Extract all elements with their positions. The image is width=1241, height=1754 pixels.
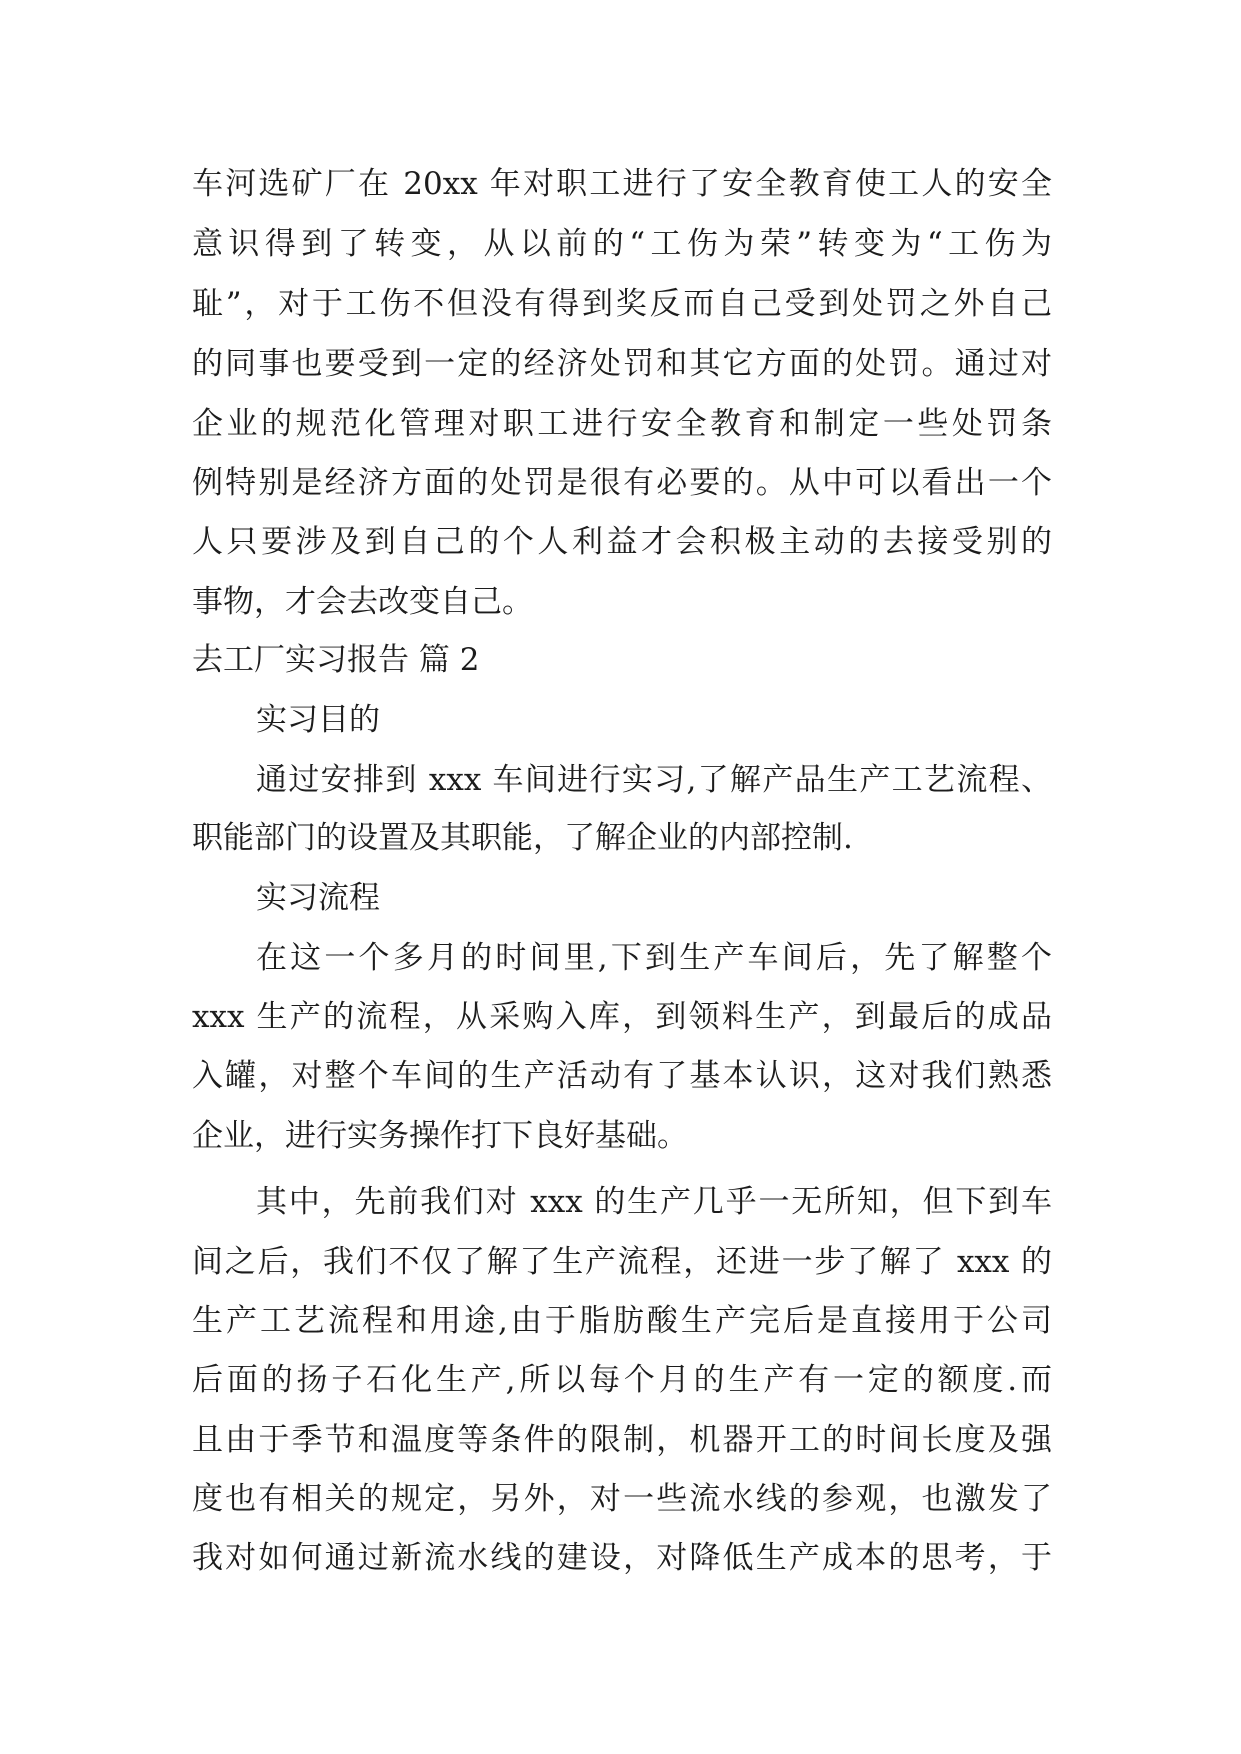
paragraph-line: 事物，才会去改变自己。 bbox=[192, 584, 533, 620]
paragraph-line: 我对如何通过新流水线的建设，对降低生产成本的思考，于 bbox=[192, 1540, 1052, 1576]
paragraph-line: 人只要涉及到自己的个人利益才会积极主动的去接受别的 bbox=[192, 524, 1052, 560]
paragraph-line: 车河选矿厂在 20xx 年对职工进行了安全教育使工人的安全 bbox=[192, 166, 1052, 202]
paragraph-line: 在这一个多月的时间里,下到生产车间后，先了解整个 bbox=[256, 940, 1052, 976]
paragraph-line: 耻”，对于工伤不但没有得到奖反而自己受到处罚之外自己 bbox=[192, 286, 1052, 322]
paragraph-line: 的同事也要受到一定的经济处罚和其它方面的处罚。通过对 bbox=[192, 346, 1052, 382]
paragraph-line: 间之后，我们不仅了解了生产流程，还进一步了解了 xxx 的 bbox=[192, 1244, 1052, 1280]
subheading: 实习流程 bbox=[256, 880, 380, 916]
paragraph-line: 企业的规范化管理对职工进行安全教育和制定一些处罚条 bbox=[192, 406, 1052, 442]
paragraph-line: 度也有相关的规定，另外，对一些流水线的参观，也激发了 bbox=[192, 1481, 1052, 1517]
paragraph-line: 企业，进行实务操作打下良好基础。 bbox=[192, 1118, 688, 1154]
paragraph-line: 且由于季节和温度等条件的限制，机器开工的时间长度及强 bbox=[192, 1422, 1052, 1458]
paragraph-line: 入罐，对整个车间的生产活动有了基本认识，这对我们熟悉 bbox=[192, 1058, 1052, 1094]
section-heading: 去工厂实习报告 篇 2 bbox=[192, 642, 480, 678]
paragraph-line: 其中，先前我们对 xxx 的生产几乎一无所知，但下到车 bbox=[256, 1184, 1052, 1220]
paragraph-line: 例特别是经济方面的处罚是很有必要的。从中可以看出一个 bbox=[192, 465, 1052, 501]
subheading: 实习目的 bbox=[256, 702, 380, 738]
paragraph-line: 后面的扬子石化生产,所以每个月的生产有一定的额度.而 bbox=[192, 1362, 1052, 1398]
paragraph-line: 职能部门的设置及其职能，了解企业的内部控制. bbox=[192, 820, 853, 856]
paragraph-line: xxx 生产的流程，从采购入库，到领料生产，到最后的成品 bbox=[192, 999, 1052, 1035]
paragraph-line: 通过安排到 xxx 车间进行实习,了解产品生产工艺流程、 bbox=[256, 762, 1052, 798]
paragraph-line: 生产工艺流程和用途,由于脂肪酸生产完后是直接用于公司 bbox=[192, 1303, 1052, 1339]
paragraph-line: 意识得到了转变，从以前的“工伤为荣”转变为“工伤为 bbox=[192, 226, 1052, 262]
